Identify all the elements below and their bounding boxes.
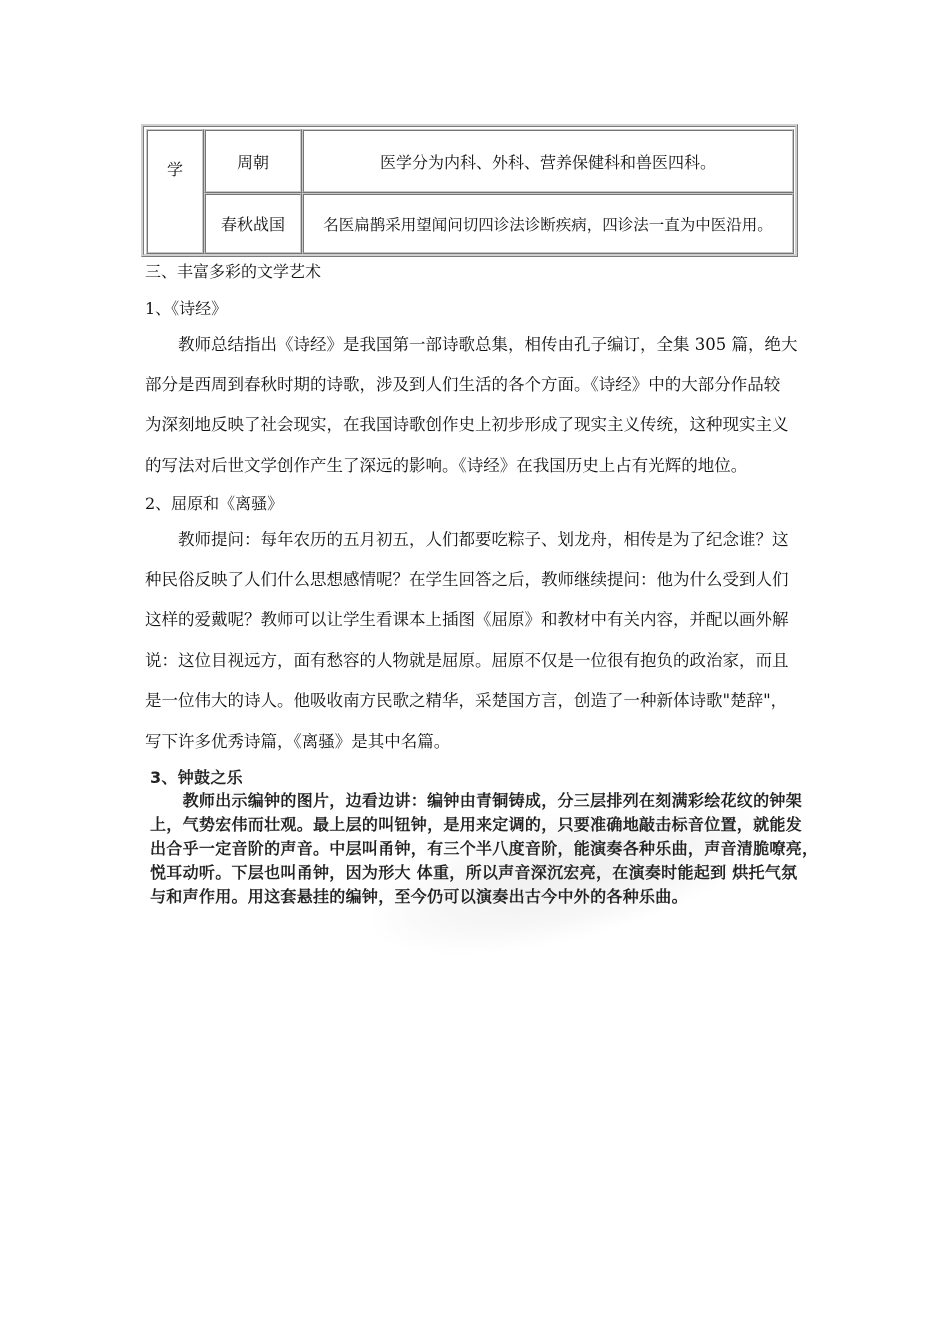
table-category-cell	[146, 129, 204, 254]
table-period-cell-1	[204, 129, 302, 193]
period-label: 周朝	[236, 152, 269, 172]
paragraph-line: 出合乎一定音阶的声音。中层叫甬钟，有三个半八度音阶，能演奏各种乐曲，声音清脆嘹亮，	[150, 839, 819, 858]
table-period-cell-2	[204, 193, 302, 254]
paragraph-line: 是一位伟大的诗人。他吸收南方民歌之精华，采楚国方言，创造了一种新体诗歌"楚辞"，	[145, 691, 788, 710]
paragraph-line: 与和声作用。用这套悬挂的编钟，至今仍可以演奏出古今中外的各种乐曲。	[150, 887, 688, 906]
subsection-title-bells: 3、钟鼓之乐	[150, 768, 243, 787]
paragraph-line: 上，气势宏伟而壮观。最上层的叫钮钟，是用来定调的，只要准确地敲击标音位置，就能发	[150, 815, 803, 834]
paragraph-line: 教师提问：每年农历的五月初五，人们都要吃粽子、划龙舟，相传是为了纪念谁？这	[145, 530, 789, 549]
subsection-title-quyuan: 2、屈原和《离骚》	[145, 494, 284, 513]
paragraph-line: 的写法对后世文学创作产生了深远的影响。《诗经》在我国历史上占有光辉的地位。	[145, 456, 748, 475]
content-text: 名医扁鹊采用望闻问切四诊法诊断疾病，四诊法一直为中医沿用。	[323, 215, 773, 234]
scanned-section-bells	[150, 765, 819, 925]
table-content-cell-2	[302, 193, 794, 254]
section-title: 三、丰富多彩的文学艺术	[145, 262, 322, 281]
paragraph-line: 教师出示编钟的图片，边看边讲：编钟由青铜铸成，分三层排列在刻满彩绘花纹的钟架	[150, 791, 803, 810]
table-content-cell-1	[302, 129, 794, 193]
content-text: 医学分为内科、外科、营养保健科和兽医四科。	[379, 152, 716, 172]
period-label: 春秋战国	[220, 215, 285, 234]
paragraph-line: 为深刻地反映了社会现实，在我国诗歌创作史上初步形成了现实主义传统，这种现实主义	[145, 415, 789, 434]
paragraph-line: 写下许多优秀诗篇，《离骚》是其中名篇。	[145, 732, 451, 751]
paragraph-line: 这样的爱戴呢？教师可以让学生看课本上插图《屈原》和教材中有关内容，并配以画外解	[145, 610, 789, 629]
history-table	[141, 124, 798, 257]
paragraph-line: 说：这位目视远方，面有愁容的人物就是屈原。屈原不仅是一位很有抱负的政治家，而且	[145, 651, 789, 670]
paragraph-line: 部分是西周到春秋时期的诗歌，涉及到人们生活的各个方面。《诗经》中的大部分作品较	[145, 375, 781, 394]
category-label: 学	[166, 160, 183, 179]
paragraph-line: 种民俗反映了人们什么思想感情呢？在学生回答之后，教师继续提问：他为什么受到人们	[145, 570, 789, 589]
subsection-title-shijing: 1、《诗经》	[145, 299, 228, 318]
paragraph-line: 教师总结指出《诗经》是我国第一部诗歌总集，相传由孔子编订，全集 305 篇，绝大	[145, 335, 798, 354]
paragraph-line: 悦耳动听。下层也叫甬钟，因为形大 体重，所以声音深沉宏亮，在演奏时能起到 烘托气氛	[150, 863, 798, 882]
